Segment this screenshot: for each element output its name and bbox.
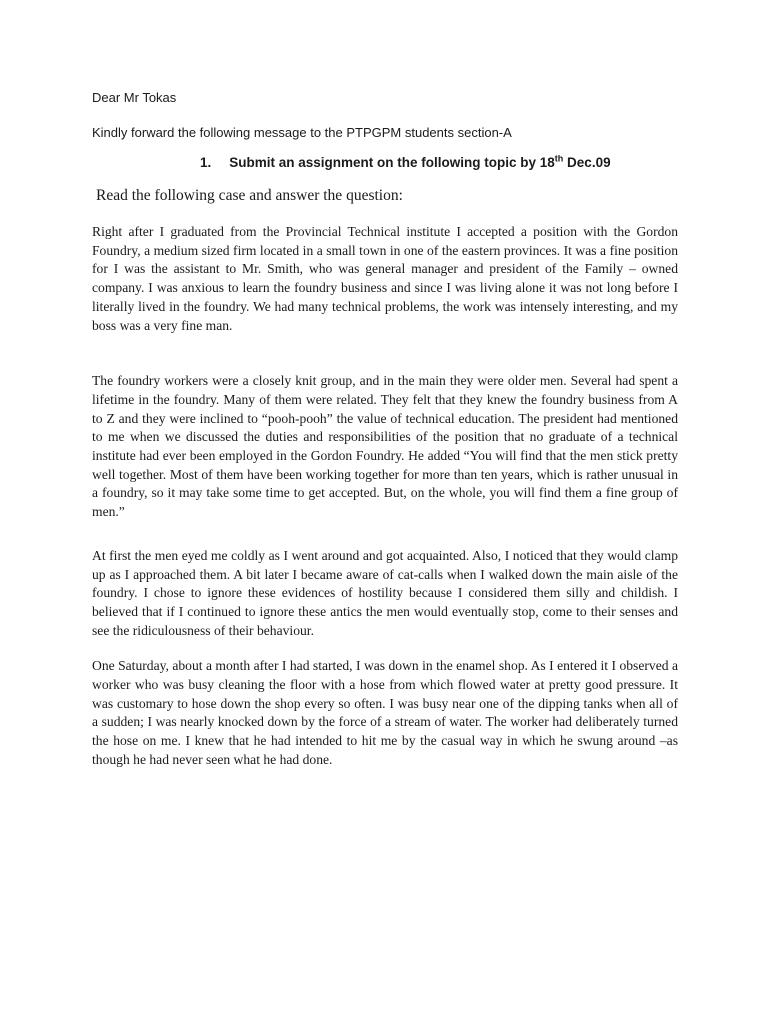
case-paragraph-2: The foundry workers were a closely knit group, and in the main they were older men. Several had spent a lifetime in the foundry. Many of them were related. They felt that they knew the foundry business from A to Z and they were inclined to “pooh-pooh” the value of technical education. The president had mentioned to me when we discussed the duties and responsibilities of the position that no graduate of a technical institute had ever been employed in the Gordon Foundry. He added “You will find that the men stick pretty well together. Most of them have been working together for more than ten years, which is rather unusual in a foundry, so it may take some time to get accepted. But, on the whole, you will find them a fine group of men.”: [92, 373, 678, 520]
case-paragraph-3: At first the men eyed me coldly as I went around and got acquainted. Also, I noticed that they would clamp up as I approached them. A bit later I became aware of cat-calls when I walked down the main aisle of the foundry. I chose to ignore these evidences of hostility because I considered them silly and childish. I believed that if I continued to ignore these antics the men would eventually stop, come to their senses and see the ridiculousness of their behaviour.: [92, 547, 678, 638]
salutation: Dear Mr Tokas: [92, 90, 177, 105]
assignment-text: [229, 155, 610, 171]
assignment-number: 1.: [200, 155, 212, 170]
case-paragraph-1: Right after I graduated from the Provincial Technical institute I accepted a position with the Gordon Foundry, a medium sized firm located in a small town in one of the eastern provinces. It was a fine position for I was the assistant to Mr. Smith, who was general manager and president of the Family – owned company. I was anxious to learn the foundry business and since I was living alone it was not long before I literally lived in the foundry. We had many technical problems, the work was intensely interesting, and my boss was a very fine man.: [92, 224, 678, 333]
case-prompt: Read the following case and answer the question:: [96, 187, 403, 204]
forward-instruction: Kindly forward the following message to the PTPGPM students section-A: [92, 125, 512, 140]
assignment-item: [92, 155, 678, 171]
assignment-text-suffix: Dec.09: [563, 155, 611, 170]
assignment-date-superscript: th: [554, 153, 564, 164]
assignment-text-main: Submit an assignment on the following topic by 18: [229, 155, 555, 170]
case-paragraph-4: One Saturday, about a month after I had started, I was down in the enamel shop. As I entered it I observed a worker who was busy cleaning the floor with a hose from which flowed water at pretty good pressure. It was customary to hose down the shop every so often. I was busy near one of the dipping tanks when all of a sudden; I was nearly knocked down by the force of a stream of water. The worker had deliberately turned the hose on me. I knew that he had intended to hit me by the casual way in which he swung around –as though he had never seen what he had done.: [92, 658, 678, 767]
